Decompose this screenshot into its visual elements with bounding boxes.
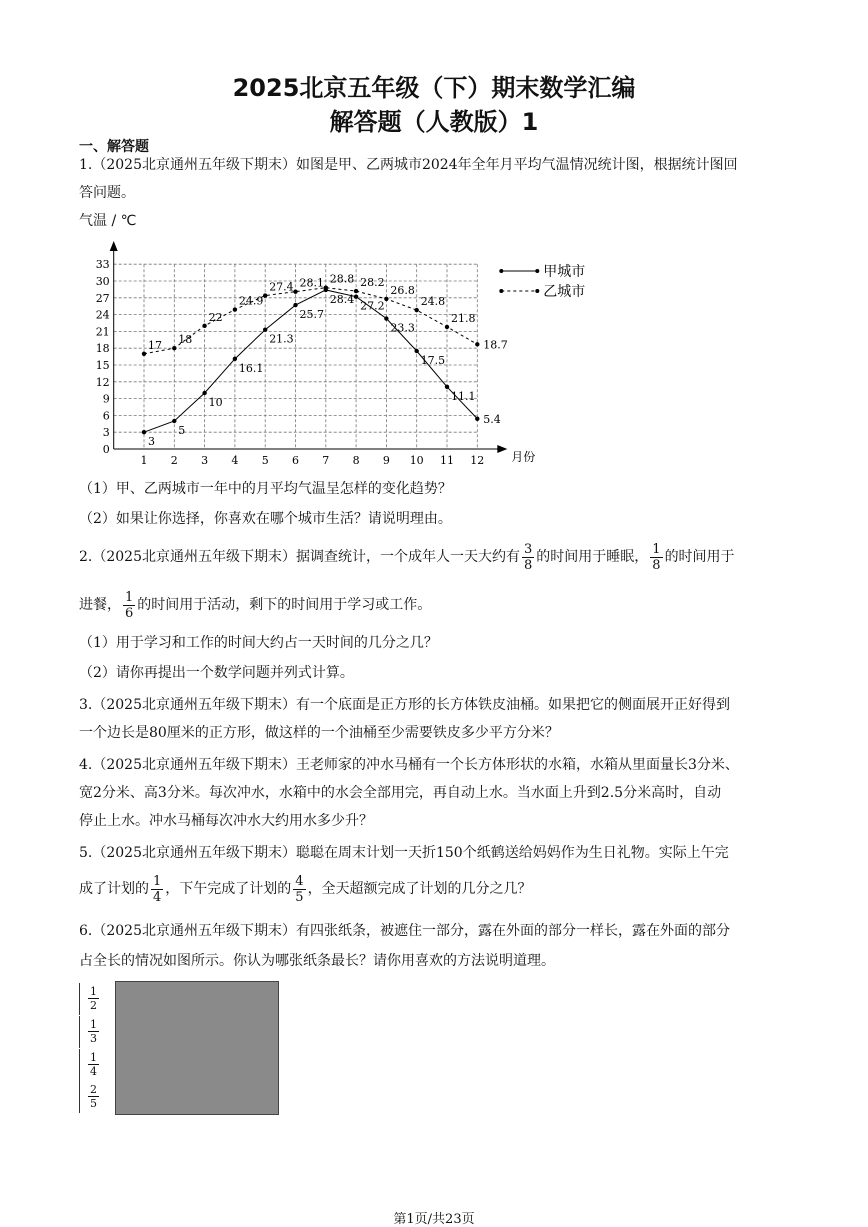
- data-label: 22: [208, 310, 223, 324]
- q2-sub2: （2）请你再提出一个数学问题并列式计算。: [79, 665, 354, 681]
- q2-fraction-meals: [650, 542, 662, 573]
- fraction-denominator: 3: [90, 1032, 97, 1045]
- data-label: 18.7: [483, 338, 508, 352]
- q2-fraction-sleep: [522, 542, 534, 573]
- paper-strip-1: [79, 983, 120, 1015]
- page-footer: 第1页/共23页: [393, 1212, 475, 1227]
- q5-fraction-afternoon: [293, 874, 305, 905]
- data-point: [475, 342, 479, 346]
- data-point: [445, 385, 449, 389]
- x-tick-label: 7: [322, 454, 330, 467]
- x-tick-label: 2: [170, 454, 178, 467]
- data-label: 24.9: [238, 294, 264, 308]
- chart-y-axis-label: 气温 / ℃: [79, 213, 137, 229]
- q4-text-line3: 停止上水。冲水马桶每次冲水大约用水多少升？: [79, 813, 373, 829]
- strip-fraction: [88, 1018, 99, 1045]
- fraction-denominator: 8: [652, 557, 661, 573]
- data-label: 24.8: [420, 295, 446, 309]
- data-label: 28.2: [360, 276, 385, 290]
- x-tick-label: 1: [140, 454, 148, 467]
- strip-fraction: [88, 1051, 99, 1078]
- y-axis-arrow: [110, 241, 118, 251]
- data-point: [384, 297, 388, 301]
- q2-text-a: 2.（2025北京通州五年级下期末）据调查统计，一个成年人一天大约有: [79, 549, 520, 565]
- fraction-denominator: 5: [90, 1097, 97, 1110]
- x-tick-label: 3: [201, 454, 209, 467]
- fraction-denominator: 5: [295, 889, 304, 905]
- section-heading: 一、解答题: [79, 139, 149, 155]
- data-label: 17: [148, 338, 162, 352]
- fraction-numerator: 1: [153, 873, 162, 889]
- y-tick-label: 3: [102, 426, 110, 440]
- q4-text-line1: 4.（2025北京通州五年级下期末）王老师家的冲水马桶有一个长方体形状的水箱，水箱从里面量长3分米、: [79, 757, 739, 773]
- data-label: 28.4: [329, 292, 355, 306]
- chart-series: [142, 273, 508, 448]
- x-axis-arrow: [497, 445, 507, 453]
- q2-text-c: 的时间用于: [664, 549, 735, 565]
- data-point: [202, 324, 206, 328]
- chart-legend: [499, 264, 585, 300]
- legend-marker: [535, 289, 539, 293]
- data-point: [293, 289, 297, 293]
- paper-strip-3: [79, 1049, 120, 1081]
- fraction-denominator: 2: [90, 999, 97, 1012]
- data-label: 28.8: [329, 272, 355, 286]
- q6-text-line2: 占全长的情况如图所示。你认为哪张纸条最长？请你用喜欢的方法说明道理。: [79, 953, 555, 969]
- fraction-numerator: 2: [90, 1083, 97, 1096]
- y-tick-label: 30: [95, 275, 110, 288]
- data-label: 27.4: [269, 280, 294, 294]
- data-label: 18: [178, 333, 193, 347]
- q5-text-a: 成了计划的: [79, 881, 149, 897]
- data-label: 25.7: [299, 308, 324, 322]
- y-tick-label: 18: [95, 342, 110, 356]
- fraction-denominator: 4: [90, 1065, 97, 1078]
- q1-text-line2: 答问题。: [79, 185, 135, 201]
- data-point: [415, 349, 419, 353]
- paper-strip-4: [79, 1081, 120, 1113]
- data-label: 17.5: [420, 354, 446, 367]
- fraction-numerator: 4: [295, 873, 304, 889]
- paper-strip-2: [79, 1016, 120, 1048]
- y-tick-label: 15: [95, 359, 110, 372]
- legend-marker: [499, 289, 503, 293]
- data-label: 10: [208, 396, 223, 409]
- legend-marker: [499, 269, 503, 273]
- data-point: [354, 289, 358, 293]
- y-tick-label: 24: [95, 308, 110, 322]
- x-tick-label: 8: [352, 454, 360, 467]
- x-tick-label: 10: [409, 454, 424, 467]
- data-point: [415, 308, 419, 312]
- data-point: [354, 294, 358, 298]
- q2-fraction-activity: [123, 590, 135, 621]
- y-tick-label: 9: [102, 392, 110, 406]
- q6-text-line1: 6.（2025北京通州五年级下期末）有四张纸条，被遮住一部分，露在外面的部分一样长，露在外面的部分: [79, 923, 730, 939]
- fraction-numerator: 3: [524, 541, 533, 557]
- fraction-denominator: 8: [524, 557, 533, 573]
- data-label: 5.4: [483, 412, 501, 426]
- q2-sub1: （1）用于学习和工作的时间大约占一天时间的几分之几？: [79, 635, 438, 651]
- data-point: [142, 352, 146, 356]
- y-tick-label: 27: [95, 291, 110, 305]
- q3-text-line2: 一个边长是80厘米的正方形，做这样的一个油桶至少需要铁皮多少平方分米？: [79, 725, 559, 741]
- data-label: 27.2: [360, 299, 385, 313]
- data-point: [233, 357, 237, 361]
- q2-text-d: 进餐，: [79, 597, 121, 613]
- x-tick-label: 6: [292, 454, 299, 467]
- legend-label: 乙城市: [543, 284, 586, 300]
- fraction-denominator: 6: [125, 605, 134, 621]
- legend-marker: [535, 269, 539, 273]
- q4-text-line2: 宽2分米、高3分米。每次冲水，水箱中的水会全部用完，再自动上水。当水面上升到2.5分米高时，自动: [79, 785, 722, 801]
- cover-block: [115, 981, 279, 1115]
- q2-text-e: 的时间用于活动，剩下的时间用于学习或工作。: [137, 597, 432, 613]
- data-point: [384, 316, 388, 320]
- q5-text-line2: [79, 872, 791, 906]
- data-point: [475, 417, 479, 421]
- data-point: [324, 286, 328, 290]
- y-tick-label: 6: [102, 409, 110, 423]
- q1-sub2: （2）如果让你选择，你喜欢在哪个城市生活？请说明理由。: [79, 511, 452, 527]
- strip-fraction: [88, 1083, 99, 1110]
- data-label: 23.3: [390, 321, 415, 335]
- q5-fraction-morning: [151, 874, 163, 905]
- q1-text-line1: 1.（2025北京通州五年级下期末）如图是甲、乙两城市2024年全年月平均气温情况统计图，根据统计图回: [79, 157, 738, 173]
- x-tick-label: 12: [470, 454, 485, 467]
- data-point: [172, 419, 176, 423]
- q2-text-b: 的时间用于睡眠，: [536, 549, 649, 565]
- data-label: 28.1: [299, 276, 324, 290]
- data-label: 3: [148, 435, 155, 449]
- q1-sub1: （1）甲、乙两城市一年中的月平均气温呈怎样的变化趋势？: [79, 481, 452, 497]
- x-tick-label: 4: [231, 454, 239, 467]
- data-point: [445, 325, 449, 329]
- y-tick-label: 21: [95, 325, 110, 339]
- fraction-numerator: 1: [652, 541, 661, 557]
- data-label: 26.8: [390, 283, 415, 297]
- temperature-line-chart: [85, 235, 586, 470]
- data-label: 16.1: [238, 361, 264, 375]
- data-label: 11.1: [451, 389, 476, 403]
- q5-text-line1: 5.（2025北京通州五年级下期末）聪聪在周末计划一天折150个纸鹤送给妈妈作为生日礼物。实际上午完: [79, 845, 729, 861]
- strip-fraction: [88, 985, 99, 1012]
- q2-text-line2: [79, 588, 791, 622]
- data-point: [263, 328, 267, 332]
- fraction-denominator: 4: [153, 889, 162, 905]
- data-label: 21.3: [269, 332, 294, 346]
- q3-text-line1: 3.（2025北京通州五年级下期末）有一个底面是正方形的长方体铁皮油桶。如果把它的侧面展开正好得到: [79, 697, 730, 713]
- q5-text-c: ，全天超额完成了计划的几分之几？: [307, 881, 532, 897]
- fraction-numerator: 1: [90, 1018, 97, 1031]
- y-tick-label: 33: [95, 258, 110, 272]
- data-point: [142, 430, 146, 434]
- data-point: [233, 307, 237, 311]
- data-point: [202, 391, 206, 395]
- data-point: [172, 346, 176, 350]
- fraction-numerator: 1: [90, 985, 97, 998]
- fraction-numerator: 1: [125, 589, 134, 605]
- legend-label: 甲城市: [543, 264, 586, 280]
- data-point: [263, 293, 267, 297]
- chart-axes: [96, 241, 536, 467]
- fraction-numerator: 1: [90, 1051, 97, 1064]
- x-tick-label: 5: [261, 454, 269, 467]
- y-tick-label: 12: [95, 375, 110, 389]
- x-axis-label: 月份: [511, 450, 536, 464]
- data-label: 5: [178, 424, 186, 437]
- y-tick-label: 0: [102, 443, 110, 456]
- doc-title-line2: 解答题（人教版）1: [329, 108, 539, 136]
- q5-text-b: ，下午完成了计划的: [165, 881, 292, 897]
- x-tick-label: 9: [382, 454, 390, 467]
- data-point: [293, 303, 297, 307]
- doc-title-line1: 2025北京五年级（下）期末数学汇编: [232, 74, 636, 102]
- q2-text-line1: [79, 540, 791, 574]
- data-label: 21.8: [451, 311, 476, 325]
- x-tick-label: 11: [440, 454, 454, 467]
